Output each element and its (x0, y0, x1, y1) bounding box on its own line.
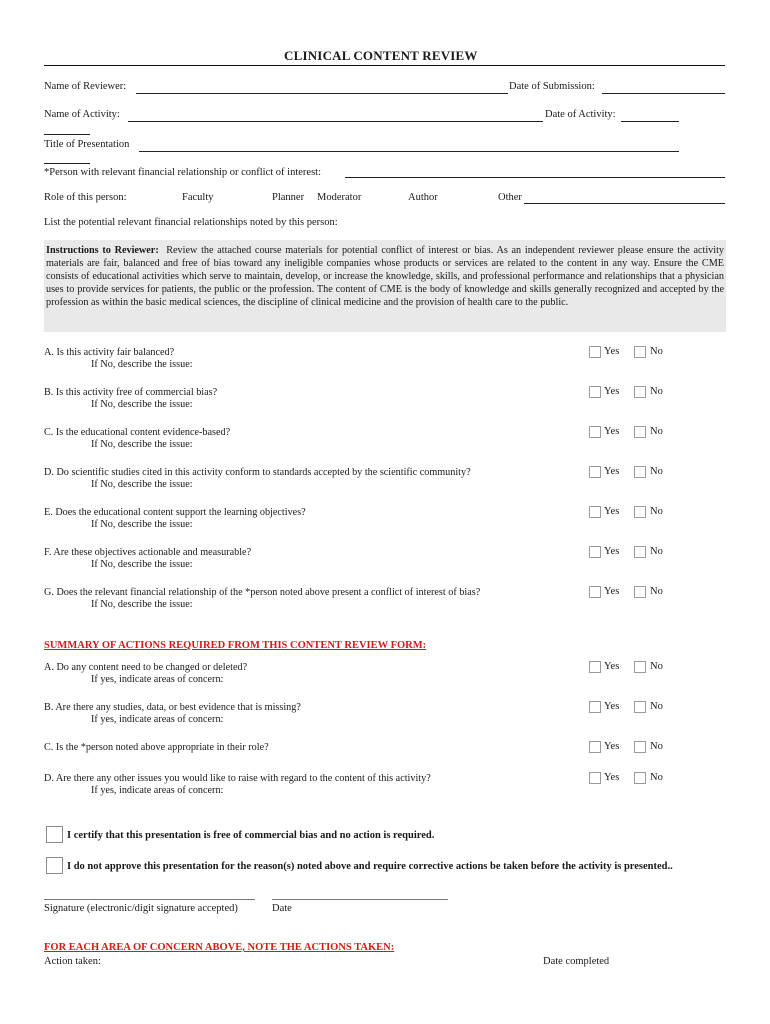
summary-b-no-checkbox[interactable] (634, 701, 646, 713)
question-text: E. Does the educational content support the learning objectives? (44, 507, 306, 518)
summary-question-c (44, 742, 269, 753)
not-approve-label: I do not approve this presentation for the reason(s) noted above and require corrective actions be taken before the activity is presented.. (67, 861, 673, 872)
reviewer-label: Name of Reviewer: (44, 81, 127, 92)
no-label: No (650, 426, 663, 437)
summary-d-no-checkbox[interactable] (634, 772, 646, 784)
question-a-no-checkbox[interactable] (634, 346, 646, 358)
submission-date-label: Date of Submission: (509, 81, 595, 92)
question-f-no-checkbox[interactable] (634, 546, 646, 558)
title-rule (44, 65, 725, 66)
role-author[interactable]: Author (408, 192, 438, 203)
action-taken-label: Action taken: (44, 956, 101, 967)
yes-label: Yes (604, 701, 620, 712)
yes-label: Yes (604, 426, 620, 437)
question-sub: If No, describe the issue: (91, 359, 193, 370)
no-label: No (650, 506, 663, 517)
question-sub: If yes, indicate areas of concern: (91, 785, 224, 796)
question-sub: If No, describe the issue: (91, 399, 193, 410)
question-text: B. Are there any studies, data, or best evidence that is missing? (44, 702, 301, 713)
no-label: No (650, 346, 663, 357)
question-c-no-checkbox[interactable] (634, 426, 646, 438)
question-d-yes-checkbox[interactable] (589, 466, 601, 478)
presentation-title-input-continued[interactable] (44, 163, 90, 164)
instructions-heading: Instructions to Reviewer: (46, 245, 159, 256)
no-label: No (650, 386, 663, 397)
question-e (44, 507, 306, 530)
activity-name-input[interactable] (128, 121, 543, 122)
question-g (44, 587, 480, 610)
no-label: No (650, 546, 663, 557)
question-c-yes-checkbox[interactable] (589, 426, 601, 438)
question-text: A. Do any content need to be changed or deleted? (44, 662, 248, 673)
role-faculty[interactable]: Faculty (182, 192, 214, 203)
summary-heading: SUMMARY OF ACTIONS REQUIRED FROM THIS CONTENT REVIEW FORM: (44, 640, 427, 651)
question-d (44, 467, 471, 490)
person-input[interactable] (345, 177, 725, 178)
role-label: Role of this person: (44, 192, 127, 203)
person-label: *Person with relevant financial relationship or conflict of interest: (44, 167, 321, 178)
question-f (44, 547, 251, 570)
yes-label: Yes (604, 346, 620, 357)
date-label: Date (272, 903, 292, 914)
question-text: A. Is this activity fair balanced? (44, 347, 175, 358)
reviewer-input[interactable] (136, 93, 508, 94)
summary-a-yes-checkbox[interactable] (589, 661, 601, 673)
question-sub: If No, describe the issue: (91, 519, 193, 530)
question-text: F. Are these objectives actionable and measurable? (44, 547, 252, 558)
summary-d-yes-checkbox[interactable] (589, 772, 601, 784)
question-text: C. Is the educational content evidence-based? (44, 427, 231, 438)
not-approve-checkbox[interactable] (46, 857, 63, 874)
summary-question-b (44, 702, 301, 725)
certify-label: I certify that this presentation is free of commercial bias and no action is required. (67, 830, 435, 841)
question-b-no-checkbox[interactable] (634, 386, 646, 398)
question-sub: If No, describe the issue: (91, 479, 193, 490)
question-sub: If yes, indicate areas of concern: (91, 674, 224, 685)
role-moderator[interactable]: Moderator (317, 192, 362, 203)
yes-label: Yes (604, 661, 620, 672)
role-planner[interactable]: Planner (272, 192, 305, 203)
summary-question-a (44, 662, 247, 685)
actions-heading: FOR EACH AREA OF CONCERN ABOVE, NOTE THE ACTIONS TAKEN: (44, 942, 395, 953)
presentation-title-label: Title of Presentation (44, 139, 130, 150)
no-label: No (650, 772, 663, 783)
question-a-yes-checkbox[interactable] (589, 346, 601, 358)
question-sub: If No, describe the issue: (91, 439, 193, 450)
question-e-yes-checkbox[interactable] (589, 506, 601, 518)
question-e-no-checkbox[interactable] (634, 506, 646, 518)
submission-date-input[interactable] (602, 93, 725, 94)
summary-c-yes-checkbox[interactable] (589, 741, 601, 753)
question-text: D. Do scientific studies cited in this activity conform to standards accepted by the scientific community? (44, 467, 471, 478)
question-text: D. Are there any other issues you would like to raise with regard to the content of this activity? (44, 773, 431, 784)
activity-name-label: Name of Activity: (44, 109, 120, 120)
instructions-body: Review the attached course materials for potential conflict of interest or bias. As an independent reviewer please ensure the activity materials are fair, balanced and free of bias toward any ineligible companies whose products or services are related to the content in any way. Ensure the CME consists of educational activities which serve to maintain, develop, or increase the knowledge, skills, and professional performance and relationships that a physician uses to provide services for patients, the public or the profession. The content of CME is the body of knowledge and skills generally recognized and accepted by the profession as within the basic medical sciences, the discipline of clinical medicine and the provision of health care to the public. (46, 245, 725, 308)
signature-label: Signature (electronic/digit signature accepted) (44, 903, 238, 914)
question-sub: If No, describe the issue: (91, 559, 193, 570)
activity-date-input-continued[interactable] (44, 134, 90, 135)
question-f-yes-checkbox[interactable] (589, 546, 601, 558)
question-sub: If No, describe the issue: (91, 599, 193, 610)
no-label: No (650, 466, 663, 477)
role-other[interactable]: Other (498, 192, 522, 203)
instructions-block (44, 240, 726, 332)
question-g-no-checkbox[interactable] (634, 586, 646, 598)
summary-c-no-checkbox[interactable] (634, 741, 646, 753)
date-completed-label: Date completed (543, 956, 610, 967)
yes-label: Yes (604, 586, 620, 597)
certify-checkbox[interactable] (46, 826, 63, 843)
question-text: B. Is this activity free of commercial bias? (44, 387, 218, 398)
signature-input[interactable] (44, 899, 255, 900)
question-b-yes-checkbox[interactable] (589, 386, 601, 398)
question-text: C. Is the *person noted above appropriate in their role? (44, 742, 269, 753)
no-label: No (650, 741, 663, 752)
question-sub: If yes, indicate areas of concern: (91, 714, 224, 725)
summary-a-no-checkbox[interactable] (634, 661, 646, 673)
activity-date-input[interactable] (621, 121, 679, 122)
date-input[interactable] (272, 899, 448, 900)
summary-b-yes-checkbox[interactable] (589, 701, 601, 713)
yes-label: Yes (604, 741, 620, 752)
question-c (44, 427, 230, 450)
question-a (44, 347, 193, 370)
no-label: No (650, 661, 663, 672)
no-label: No (650, 586, 663, 597)
question-b (44, 387, 217, 410)
activity-date-label: Date of Activity: (545, 109, 616, 120)
relationships-label: List the potential relevant financial relationships noted by this person: (44, 217, 338, 228)
yes-label: Yes (604, 546, 620, 557)
yes-label: Yes (604, 772, 620, 783)
role-other-input[interactable] (524, 203, 725, 204)
summary-question-d (44, 773, 431, 796)
question-text: G. Does the relevant financial relationship of the *person noted above present a conflict of interest of bias? (44, 587, 481, 598)
page-title: CLINICAL CONTENT REVIEW (284, 48, 478, 63)
yes-label: Yes (604, 506, 620, 517)
yes-label: Yes (604, 386, 620, 397)
question-d-no-checkbox[interactable] (634, 466, 646, 478)
no-label: No (650, 701, 663, 712)
presentation-title-input[interactable] (139, 151, 679, 152)
question-g-yes-checkbox[interactable] (589, 586, 601, 598)
yes-label: Yes (604, 466, 620, 477)
